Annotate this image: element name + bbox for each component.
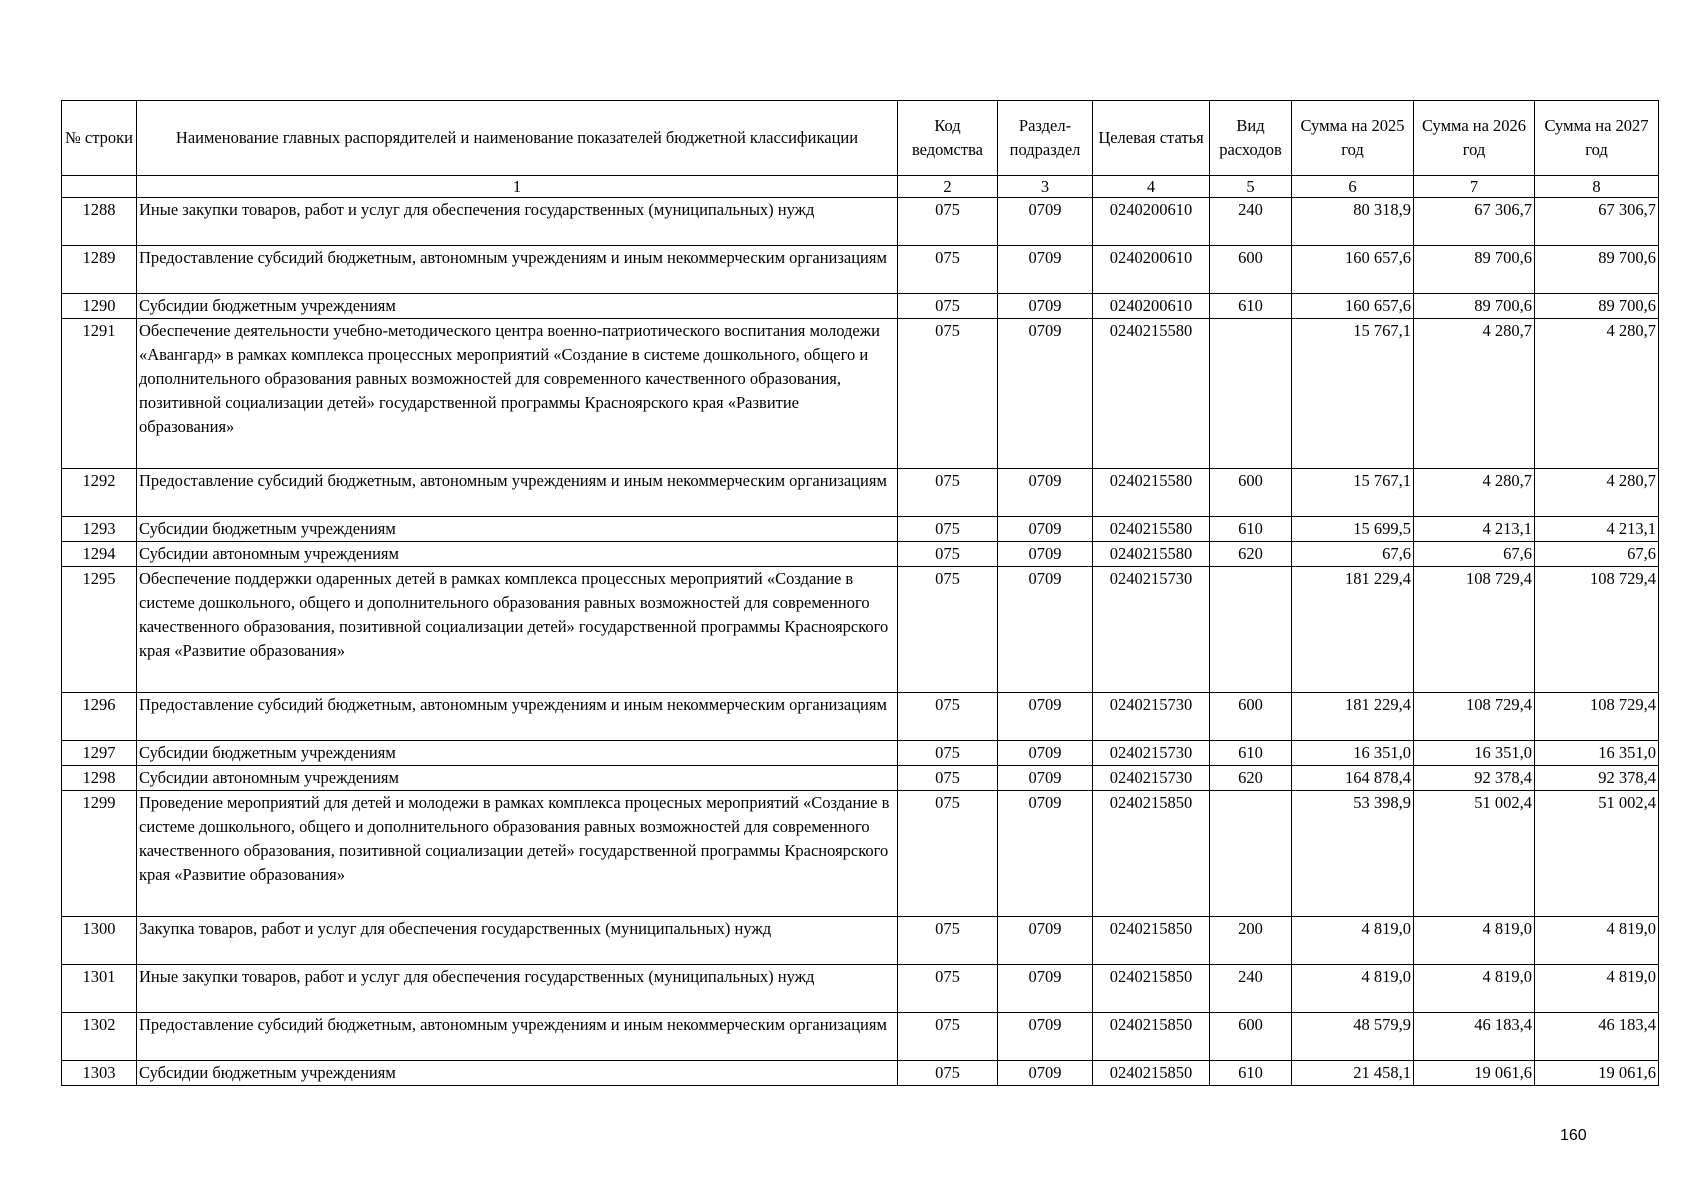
row-name: Предоставление субсидий бюджетным, автономным учреждениям и иным некоммерческим организациям [137,246,898,294]
target-article: 0240215580 [1093,319,1210,469]
column-number: 6 [1292,176,1414,198]
section-code: 0709 [998,294,1093,319]
sum-2025: 160 657,6 [1292,246,1414,294]
table-row [62,517,1659,542]
expense-kind [1210,567,1292,693]
header-name: Наименование главных распорядителей и наименование показателей бюджетной классификации [137,101,898,176]
row-name: Обеспечение деятельности учебно-методического центра военно-патриотического воспитания молодежи «Авангард» в рамках комплекса процессных мероприятий «Создание в системе дошкольного, общего и дополнительного образования равных возможностей для современного качественного образования, позитивной социализации детей» государственной программы Красноярского края «Развитие образования» [137,319,898,469]
expense-kind: 600 [1210,469,1292,517]
header-row-number: № строки [62,101,137,176]
row-name: Проведение мероприятий для детей и молодежи в рамках комплекса процесных мероприятий «Создание в системе дошкольного, общего и дополнительного образования равных возможностей для современного качественного образования, позитивной социализации детей» государственной программы Красноярского края «Развитие образования» [137,791,898,917]
department-code: 075 [898,965,998,1013]
department-code: 075 [898,791,998,917]
expense-kind: 200 [1210,917,1292,965]
table-row [62,246,1659,294]
expense-kind: 600 [1210,693,1292,741]
table-row [62,1013,1659,1061]
sum-2025: 181 229,4 [1292,693,1414,741]
column-number [62,176,137,198]
header-section: Раздел-подраздел [998,101,1093,176]
sum-2027: 89 700,6 [1535,246,1659,294]
department-code: 075 [898,246,998,294]
row-number: 1297 [62,741,137,766]
sum-2026: 4 819,0 [1414,917,1535,965]
sum-2027: 4 819,0 [1535,917,1659,965]
target-article: 0240215850 [1093,791,1210,917]
row-number: 1291 [62,319,137,469]
department-code: 075 [898,693,998,741]
row-number: 1290 [62,294,137,319]
department-code: 075 [898,766,998,791]
target-article: 0240215730 [1093,766,1210,791]
department-code: 075 [898,1061,998,1086]
target-article: 0240200610 [1093,246,1210,294]
department-code: 075 [898,469,998,517]
page-number: 160 [1560,1127,1587,1144]
department-code: 075 [898,542,998,567]
expense-kind: 600 [1210,1013,1292,1061]
sum-2026: 89 700,6 [1414,246,1535,294]
row-name: Иные закупки товаров, работ и услуг для обеспечения государственных (муниципальных) нужд [137,198,898,246]
sum-2026: 4 213,1 [1414,517,1535,542]
table-row [62,198,1659,246]
row-name: Предоставление субсидий бюджетным, автономным учреждениям и иным некоммерческим организациям [137,469,898,517]
sum-2025: 181 229,4 [1292,567,1414,693]
target-article: 0240215850 [1093,965,1210,1013]
sum-2025: 15 767,1 [1292,319,1414,469]
row-name: Субсидии автономным учреждениям [137,542,898,567]
row-number: 1289 [62,246,137,294]
table-row [62,766,1659,791]
section-code: 0709 [998,567,1093,693]
row-number: 1300 [62,917,137,965]
row-number: 1301 [62,965,137,1013]
sum-2025: 15 767,1 [1292,469,1414,517]
expense-kind: 610 [1210,517,1292,542]
table-row [62,542,1659,567]
row-name: Обеспечение поддержки одаренных детей в рамках комплекса процессных мероприятий «Создание в системе дошкольного, общего и дополнительного образования равных возможностей для современного качественного образования, позитивной социализации детей» государственной программы Красноярского края «Развитие образования» [137,567,898,693]
section-code: 0709 [998,741,1093,766]
column-number: 1 [137,176,898,198]
row-name: Субсидии бюджетным учреждениям [137,517,898,542]
table-row [62,741,1659,766]
department-code: 075 [898,319,998,469]
sum-2025: 21 458,1 [1292,1061,1414,1086]
section-code: 0709 [998,965,1093,1013]
section-code: 0709 [998,917,1093,965]
expense-kind: 240 [1210,198,1292,246]
sum-2027: 4 213,1 [1535,517,1659,542]
section-code: 0709 [998,198,1093,246]
expense-kind [1210,791,1292,917]
column-number: 7 [1414,176,1535,198]
header-sum-2025: Сумма на 2025 год [1292,101,1414,176]
section-code: 0709 [998,469,1093,517]
section-code: 0709 [998,1013,1093,1061]
department-code: 075 [898,198,998,246]
section-code: 0709 [998,766,1093,791]
sum-2026: 92 378,4 [1414,766,1535,791]
row-number: 1299 [62,791,137,917]
column-number: 2 [898,176,998,198]
row-number: 1302 [62,1013,137,1061]
sum-2026: 46 183,4 [1414,1013,1535,1061]
sum-2027: 51 002,4 [1535,791,1659,917]
row-name: Субсидии автономным учреждениям [137,766,898,791]
table-row [62,693,1659,741]
sum-2027: 16 351,0 [1535,741,1659,766]
column-numbers-row [62,176,1659,198]
row-name: Субсидии бюджетным учреждениям [137,294,898,319]
target-article: 0240215850 [1093,917,1210,965]
row-number: 1303 [62,1061,137,1086]
target-article: 0240215580 [1093,517,1210,542]
sum-2027: 67,6 [1535,542,1659,567]
target-article: 0240200610 [1093,294,1210,319]
expense-kind: 610 [1210,741,1292,766]
expense-kind: 600 [1210,246,1292,294]
sum-2025: 48 579,9 [1292,1013,1414,1061]
sum-2026: 4 819,0 [1414,965,1535,1013]
expense-kind: 610 [1210,1061,1292,1086]
header-department-code: Код ведомства [898,101,998,176]
target-article: 0240200610 [1093,198,1210,246]
expense-kind: 610 [1210,294,1292,319]
target-article: 0240215730 [1093,693,1210,741]
expense-kind: 240 [1210,965,1292,1013]
column-number: 5 [1210,176,1292,198]
table-row [62,1061,1659,1086]
sum-2026: 19 061,6 [1414,1061,1535,1086]
row-number: 1288 [62,198,137,246]
row-number: 1292 [62,469,137,517]
section-code: 0709 [998,791,1093,917]
sum-2025: 80 318,9 [1292,198,1414,246]
section-code: 0709 [998,319,1093,469]
sum-2026: 51 002,4 [1414,791,1535,917]
department-code: 075 [898,741,998,766]
header-row [62,101,1659,176]
table-row [62,917,1659,965]
sum-2025: 15 699,5 [1292,517,1414,542]
expense-kind: 620 [1210,766,1292,791]
header-sum-2026: Сумма на 2026 год [1414,101,1535,176]
column-number: 4 [1093,176,1210,198]
section-code: 0709 [998,1061,1093,1086]
sum-2026: 89 700,6 [1414,294,1535,319]
row-number: 1293 [62,517,137,542]
department-code: 075 [898,917,998,965]
header-expense-kind: Вид расходов [1210,101,1292,176]
target-article: 0240215580 [1093,542,1210,567]
header-target-article: Целевая статья [1093,101,1210,176]
sum-2027: 46 183,4 [1535,1013,1659,1061]
section-code: 0709 [998,517,1093,542]
row-number: 1294 [62,542,137,567]
sum-2027: 92 378,4 [1535,766,1659,791]
table-row [62,319,1659,469]
sum-2026: 67 306,7 [1414,198,1535,246]
row-name: Закупка товаров, работ и услуг для обеспечения государственных (муниципальных) нужд [137,917,898,965]
sum-2027: 67 306,7 [1535,198,1659,246]
department-code: 075 [898,294,998,319]
row-number: 1298 [62,766,137,791]
table-row [62,567,1659,693]
department-code: 075 [898,567,998,693]
sum-2025: 67,6 [1292,542,1414,567]
target-article: 0240215730 [1093,741,1210,766]
target-article: 0240215850 [1093,1013,1210,1061]
target-article: 0240215730 [1093,567,1210,693]
section-code: 0709 [998,246,1093,294]
table-row [62,469,1659,517]
sum-2025: 53 398,9 [1292,791,1414,917]
budget-table [61,100,1659,1086]
sum-2027: 19 061,6 [1535,1061,1659,1086]
sum-2025: 16 351,0 [1292,741,1414,766]
table-row [62,791,1659,917]
row-number: 1295 [62,567,137,693]
sum-2025: 4 819,0 [1292,917,1414,965]
target-article: 0240215580 [1093,469,1210,517]
sum-2027: 89 700,6 [1535,294,1659,319]
table-body [62,198,1659,1086]
row-number: 1296 [62,693,137,741]
target-article: 0240215850 [1093,1061,1210,1086]
section-code: 0709 [998,693,1093,741]
row-name: Субсидии бюджетным учреждениям [137,741,898,766]
sum-2027: 108 729,4 [1535,693,1659,741]
sum-2027: 4 819,0 [1535,965,1659,1013]
row-name: Предоставление субсидий бюджетным, автономным учреждениям и иным некоммерческим организациям [137,1013,898,1061]
department-code: 075 [898,517,998,542]
sum-2027: 4 280,7 [1535,319,1659,469]
table-row [62,965,1659,1013]
department-code: 075 [898,1013,998,1061]
column-number: 8 [1535,176,1659,198]
sum-2027: 108 729,4 [1535,567,1659,693]
sum-2026: 4 280,7 [1414,319,1535,469]
sum-2026: 108 729,4 [1414,693,1535,741]
table-row [62,294,1659,319]
section-code: 0709 [998,542,1093,567]
sum-2026: 4 280,7 [1414,469,1535,517]
row-name: Иные закупки товаров, работ и услуг для обеспечения государственных (муниципальных) нужд [137,965,898,1013]
sum-2026: 67,6 [1414,542,1535,567]
sum-2025: 164 878,4 [1292,766,1414,791]
expense-kind: 620 [1210,542,1292,567]
sum-2027: 4 280,7 [1535,469,1659,517]
expense-kind [1210,319,1292,469]
sum-2025: 160 657,6 [1292,294,1414,319]
sum-2025: 4 819,0 [1292,965,1414,1013]
column-number: 3 [998,176,1093,198]
row-name: Предоставление субсидий бюджетным, автономным учреждениям и иным некоммерческим организациям [137,693,898,741]
header-sum-2027: Сумма на 2027 год [1535,101,1659,176]
row-name: Субсидии бюджетным учреждениям [137,1061,898,1086]
sum-2026: 108 729,4 [1414,567,1535,693]
sum-2026: 16 351,0 [1414,741,1535,766]
